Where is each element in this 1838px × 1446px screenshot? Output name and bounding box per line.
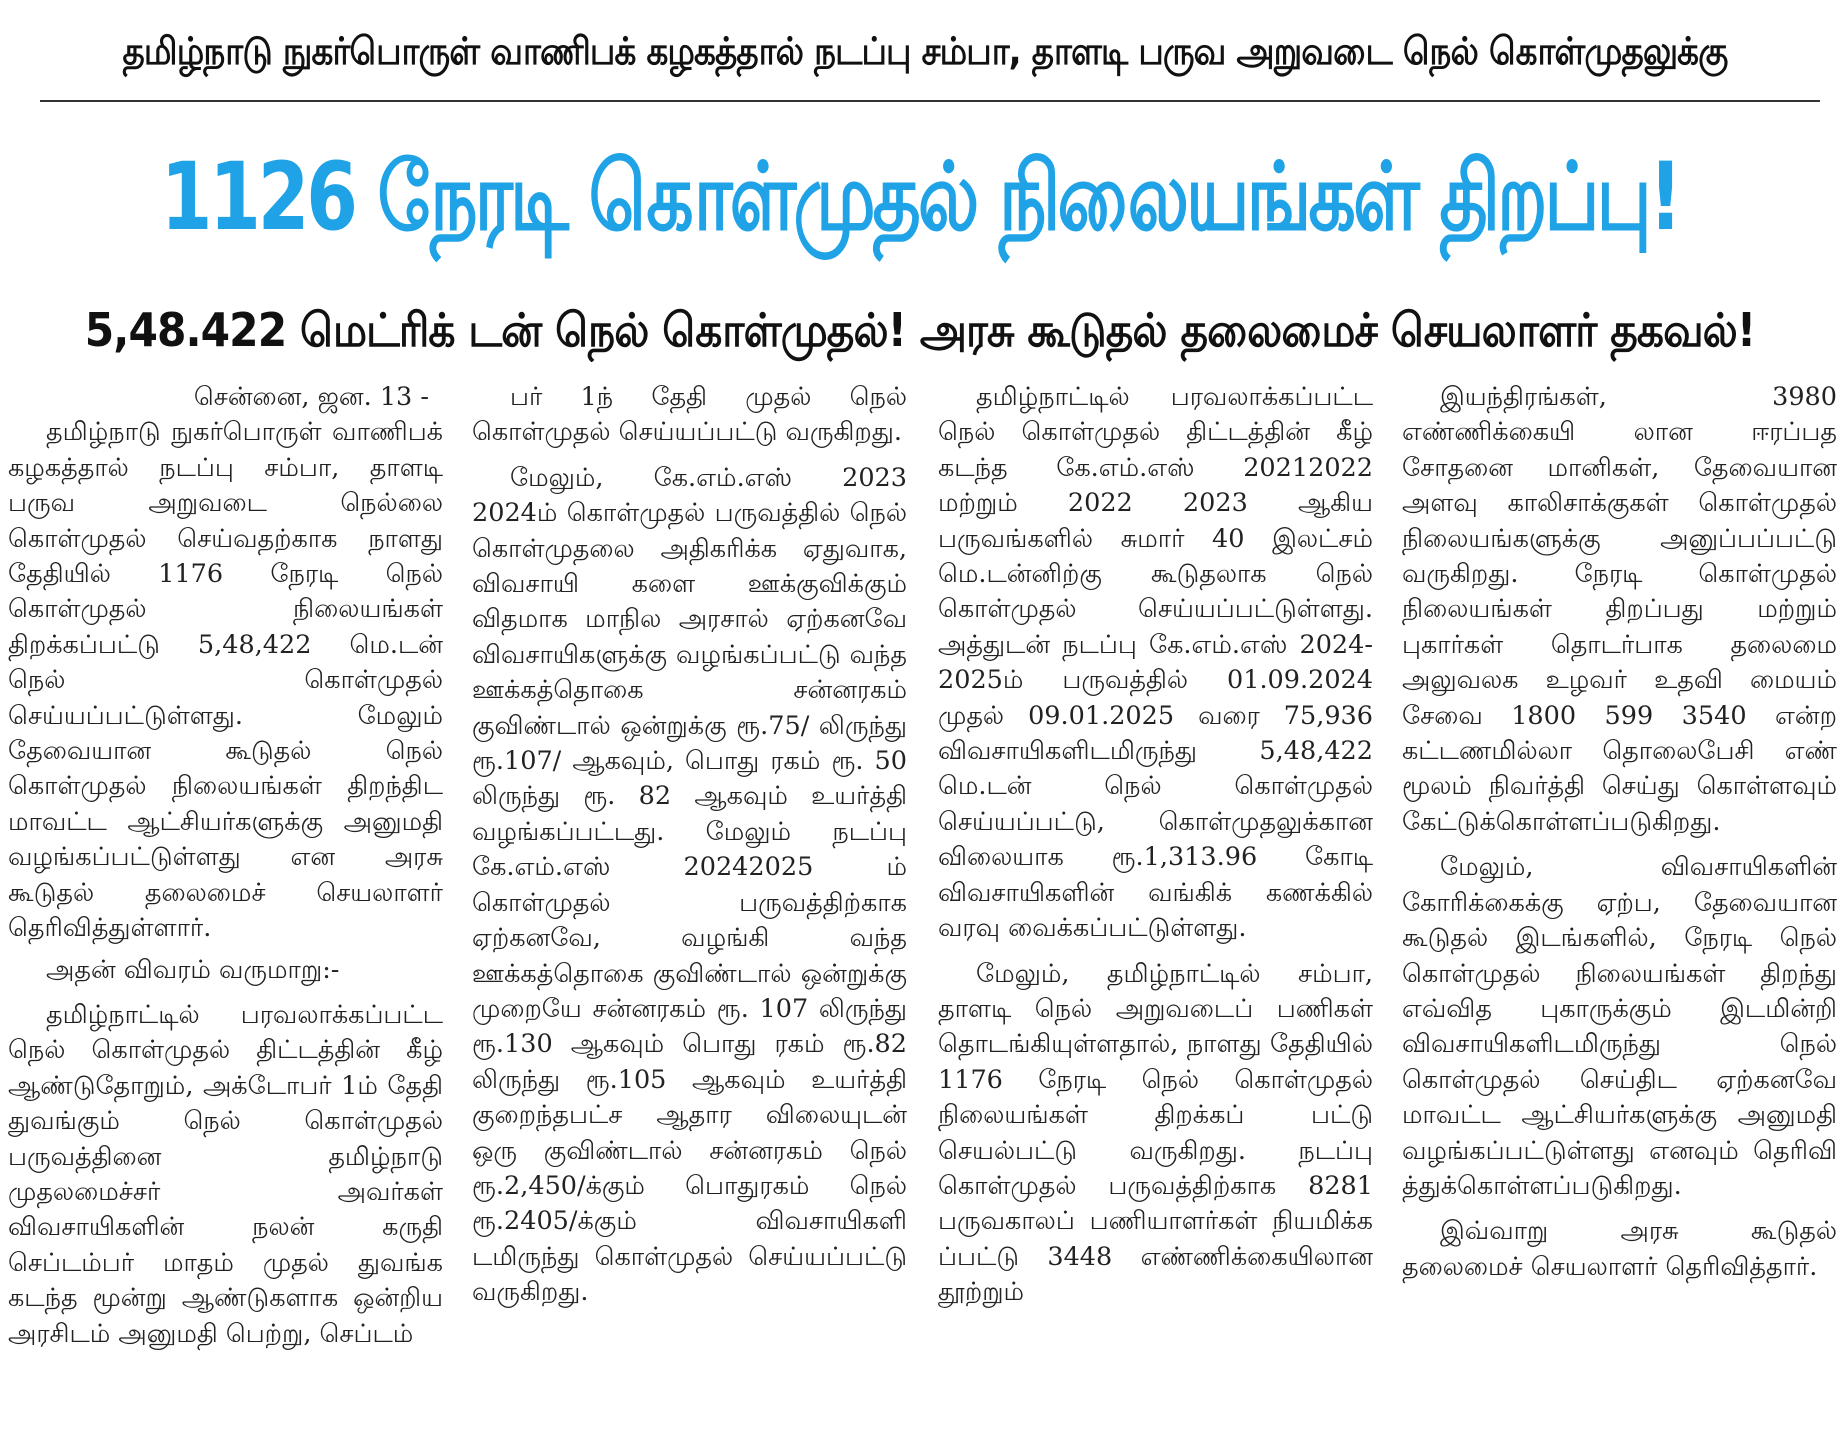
paragraph: மேலும், கே.எம்.எஸ் 2023 2024ம் கொள்முதல் பருவத்தில் நெல் கொள்முதலை அதிகரிக்க ஏதுவாக, விவசாயி களை ஊக்குவிக்கும் விதமாக மாநில அரசால் ஏற்கனவே விவசாயிகளுக்கு வழங்கப்பட்டு வந்த ஊக்கத்தொகை சன்னரகம் குவிண்டால் ஒன்றுக்கு ரூ.75/ லிருந்து ரூ.107/ ஆகவும், பொது ரகம் ரூ. 50 லிருந்து ரூ. 82 ஆகவும் உயர்த்தி வழங்கப்பட்டது. மேலும் நடப்பு கே.எம்.எஸ் 20242025 ம் கொள்முதல் பருவத்திற்காக ஏற்கனவே, வழங்கி வந்த ஊக்கத்தொகை குவிண்டால் ஒன்றுக்கு முறையே சன்னரகம் ரூ. 107 லிருந்து ரூ.130 ஆகவும் பொது ரகம் ரூ.82 லிருந்து ரூ.105 ஆகவும் உயர்த்தி குறைந்தபட்ச ஆதார விலையுடன் ஒரு குவிண்டால் சன்னரகம் நெல் ரூ.2,450/க்கும் பொதுரகம் நெல் ரூ.2405/க்கும் விவசாயிகளி டமிருந்து கொள்முதல் செய்யப்பட்டு வருகிறது. [472,462,907,1308]
article-column-3 [938,380,1373,1440]
paragraph: இயந்திரங்கள், 3980 எண்ணிக்கையி லான ஈரப்பத சோதனை மானிகள், தேவையான அளவு காலிசாக்குகள் கொள்முதல் நிலையங்களுக்கு அனுப்பப்பட்டு வருகிறது. நேரடி கொள்முதல் நிலையங்கள் திறப்பது மற்றும் புகார்கள் தொடர்பாக தலைமை அலுவலக உழவர் உதவி மையம் சேவை 1800 599 3540 என்ற கட்டணமில்லா தொலைபேசி எண் மூலம் நிவர்த்தி செய்து கொள்ளவும் கேட்டுக்கொள்ளப்படுகிறது. [1402,382,1837,837]
paragraph: தமிழ்நாடு நுகர்பொருள் வாணிபக் கழகத்தால் நடப்பு சம்பா, தாளடி பருவ அறுவடை நெல்லை கொள்முதல் செய்வதற்காக நாளது தேதியில் 1176 நேரடி நெல் கொள்முதல் நிலையங்கள் திறக்கப்பட்டு 5,48,422 மெ.டன் நெல் கொள்முதல் செய்யப்பட்டுள்ளது. மேலும் தேவையான கூடுதல் நெல் கொள்முதல் நிலையங்கள் திறந்திட மாவட்ட ஆட்சியர்களுக்கு அனுமதி வழங்கப்பட்டுள்ளது என அரசு கூடுதல் தலைமைச் செயலாளர் தெரிவித்துள்ளார். [8,417,443,944]
sub-headline: 5,48.422 மெட்ரிக் டன் நெல் கொள்முதல்! அரசு கூடுதல் தலைமைச் செயலாளர் தகவல்! [84,302,1756,357]
paragraph: தமிழ்நாட்டில் பரவலாக்கப்பட்ட நெல் கொள்முதல் திட்டத்தின் கீழ் கடந்த கே.எம்.எஸ் 20212022 மற்றும் 2022 2023 ஆகிய பருவங்களில் சுமார் 40 இலட்சம் மெ.டன்னிற்கு கூடுதலாக நெல் கொள்முதல் செய்யப்பட்டுள்ளது. அத்துடன் நடப்பு கே.எம்.எஸ் 2024-2025ம் பருவத்தில் 01.09.2024 முதல் 09.01.2025 வரை 75,936 விவசாயிகளிடமிருந்து 5,48,422 மெ.டன் நெல் கொள்முதல் செய்யப்பட்டு, கொள்முதலுக்கான விலையாக ரூ.1,313.96 கோடி விவசாயிகளின் வங்கிக் கணக்கில் வரவு வைக்கப்பட்டுள்ளது. [938,382,1373,944]
paragraph: அதன் விவரம் வருமாறு:- [46,954,340,985]
article-column-4 [1402,380,1837,1440]
paragraph: தமிழ்நாட்டில் பரவலாக்கப்பட்ட நெல் கொள்முதல் திட்டத்தின் கீழ் ஆண்டுதோறும், அக்டோபர் 1ம் தேதி துவங்கும் நெல் கொள்முதல் பருவத்தினை தமிழ்நாடு முதலமைச்சர் அவர்கள் விவசாயிகளின் நலன் கருதி செப்டம்பர் மாதம் முதல் துவங்க கடந்த மூன்று ஆண்டுகளாக ஒன்றிய அரசிடம் அனுமதி பெற்று, செப்டம் [8,999,443,1349]
header-rule [40,100,1820,102]
article-body [0,380,1838,1440]
kicker-headline: தமிழ்நாடு நுகர்பொருள் வாணிபக் கழகத்தால் நடப்பு சம்பா, தாளடி பருவ அறுவடை நெல் கொள்முதலுக்கு [122,29,1728,73]
article-column-2 [472,380,907,1440]
paragraph: மேலும், விவசாயிகளின் கோரிக்கைக்கு ஏற்ப, தேவையான கூடுதல் இடங்களில், நேரடி நெல் கொள்முதல் நிலையங்கள் திறந்து எவ்வித புகாருக்கும் இடமின்றி விவசாயிகளிடமிருந்து நெல் கொள்முதல் செய்திட ஏற்கனவே மாவட்ட ஆட்சியர்களுக்கு அனுமதி வழங்கப்பட்டுள்ளது எனவும் தெரிவி த்துக்கொள்ளப்படுகிறது. [1402,852,1837,1201]
paragraph: மேலும், தமிழ்நாட்டில் சம்பா, தாளடி நெல் அறுவடைப் பணிகள் தொடங்கியுள்ளதால், நாளது தேதியில் 1176 நேரடி நெல் கொள்முதல் நிலையங்கள் திறக்கப் பட்டு செயல்பட்டு வருகிறது. நடப்பு கொள்முதல் பருவத்திற்காக 8281 பருவகாலப் பணியாளர்கள் நியமிக்க ப்பட்டு 3448 எண்ணிக்கையிலான தூற்றும் [938,958,1373,1308]
paragraph: பர் 1ந் தேதி முதல் நெல் கொள்முதல் செய்யப்பட்டு வருகிறது. [472,382,907,448]
main-headline: 1126 நேரடி கொள்முதல் நிலையங்கள் திறப்பு! [160,142,1680,252]
paragraph: இவ்வாறு அரசு கூடுதல் தலைமைச் செயலாளர் தெரிவித்தார். [1402,1216,1837,1282]
dateline: சென்னை, ஜன. 13 - [193,382,429,412]
article-column-1 [8,380,443,1440]
